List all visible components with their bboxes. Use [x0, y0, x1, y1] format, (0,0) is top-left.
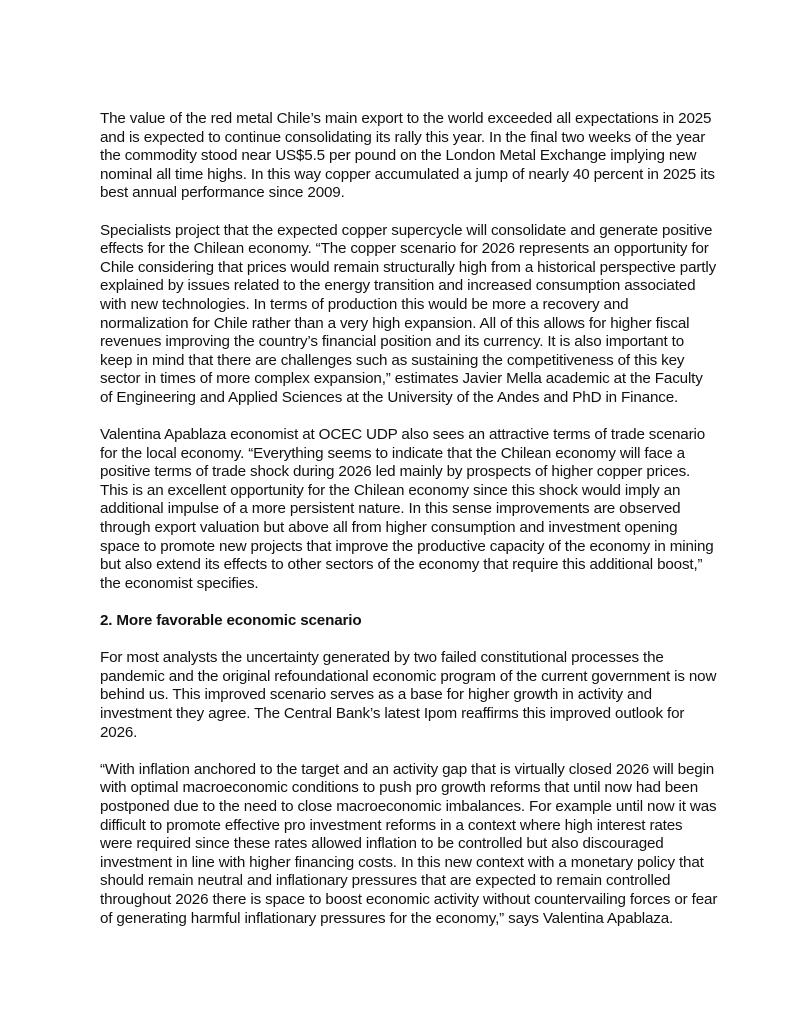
document-page: [100, 110, 718, 947]
paragraph-apablaza-inflation: “With inflation anchored to the target and an activity gap that is virtually closed 2026 will begin with optimal macroeconomic conditions to push pro growth reforms that until now had been postponed due to the need to close macroeconomic imbalances. For example until now it was difficult to promote effective pro investment reforms in a context where high interest rates were required since these rates allowed inflation to be controlled but also discouraged investment in line with higher financing costs. In this new context with a monetary policy that should remain neutral and inflationary pressures that are expected to remain controlled throughout 2026 there is space to boost economic activity without countervailing forces or fear of generating harmful inflationary pressures for the economy,” says Valentina Apablaza.: [100, 760, 718, 927]
section-heading: 2. More favorable economic scenario: [100, 612, 362, 630]
paragraph-apablaza-terms-of-trade: Valentina Apablaza economist at OCEC UDP also sees an attractive terms of trade scenario for the local economy. “Everything seems to indicate that the Chilean economy will face a positive terms of trade shock during 2026 led mainly by prospects of higher copper prices. This is an excellent opportunity for the Chilean economy since this shock would imply an additional impulse of a more persistent nature. In this sense improvements are observed through export valuation but above all from higher consumption and investment opening space to promote new projects that improve the productive capacity of the economy in mining but also extend its effects to other sectors of the economy that require this additional boost,” the economist specifies.: [100, 426, 714, 592]
paragraph-supercycle-mella: Specialists project that the expected copper supercycle will consolidate and generate positive effects for the Chilean economy. “The copper scenario for 2026 represents an opportunity for Chile considering that prices would remain structurally high from a historical perspective partly explained by issues related to the energy transition and increased consumption associated with new technologies. In terms of production this would be more a recovery and normalization for Chile rather than a very high expansion. All of this allows for higher fiscal revenues improving the country’s financial position and its currency. It is also important to keep in mind that there are challenges such as sustaining the competitiveness of this key sector in times of more complex expansion,” estimates Javier Mella academic at the Faculty of Engineering and Applied Sciences at the University of the Andes and PhD in Finance.: [100, 221, 717, 406]
paragraph-analysts-outlook: For most analysts the uncertainty generated by two failed constitutional processes the pandemic and the original refoundational economic program of the current government is now behind us. This improved scenario serves as a base for higher growth in activity and investment they agree. The Central Bank’s latest Ipom reaffirms this improved outlook for 2026.: [100, 649, 717, 741]
paragraph-copper-rally: The value of the red metal Chile’s main export to the world exceeded all expectations in 2025 and is expected to continue consolidating its rally this year. In the final two weeks of the year the commodity stood near US$5.5 per pound on the London Metal Exchange implying new nominal all time highs. In this way copper accumulated a jump of nearly 40 percent in 2025 its best annual performance since 2009.: [100, 110, 715, 202]
